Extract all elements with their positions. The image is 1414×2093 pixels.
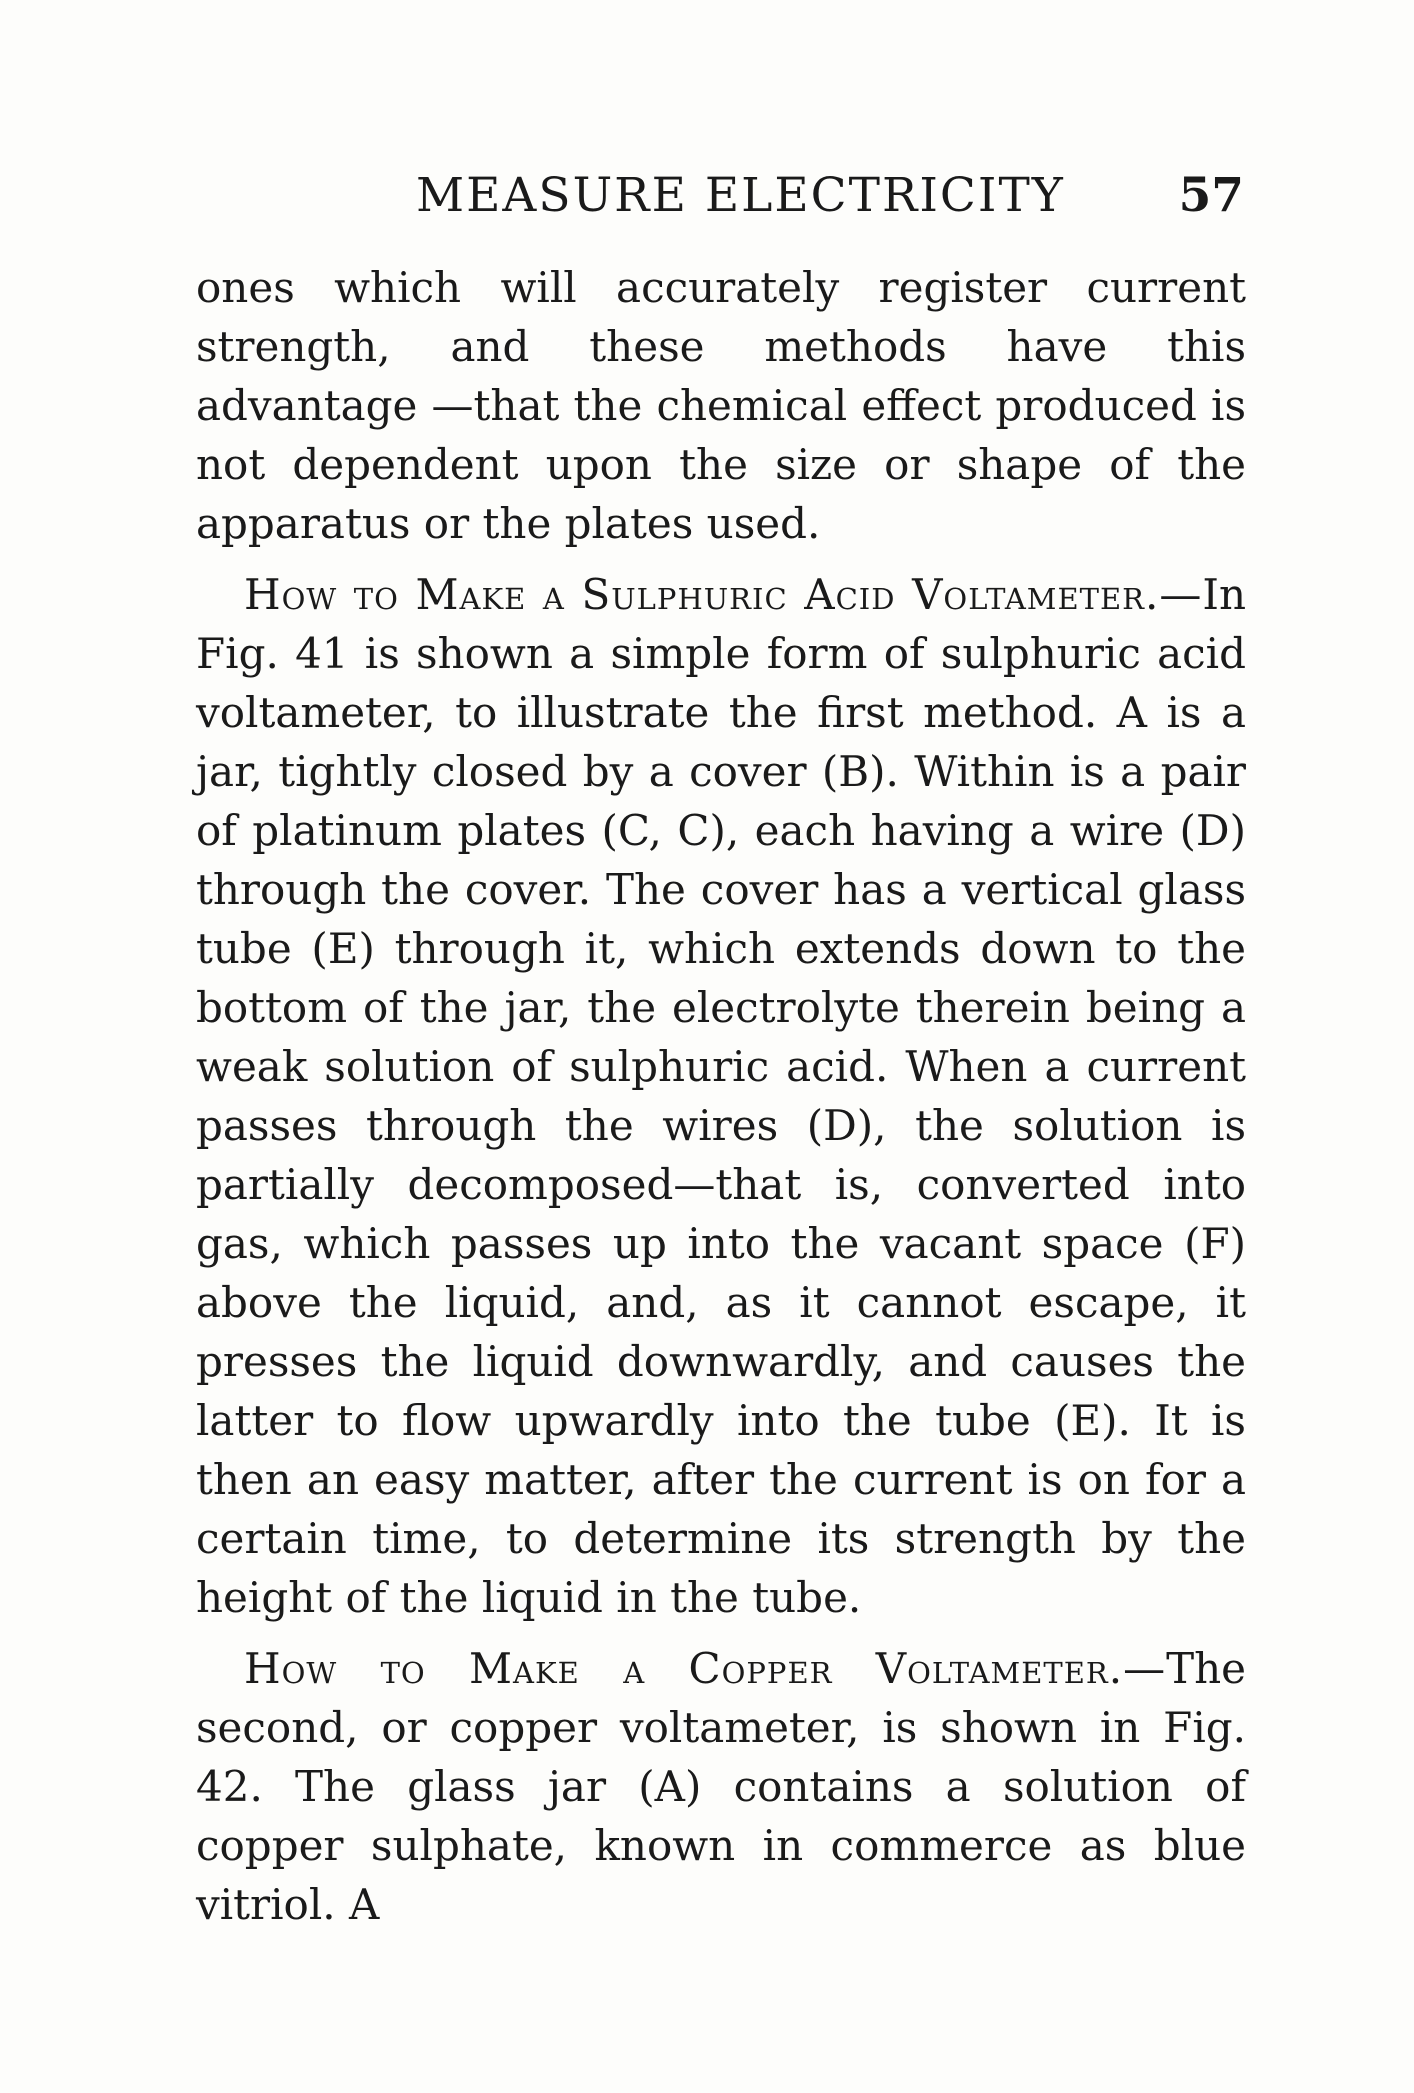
paragraph-copper-voltameter <box>196 1639 1246 1934</box>
body-text <box>196 258 1246 1934</box>
running-head <box>196 168 1250 228</box>
paragraph-sulphuric-voltameter <box>196 565 1246 1627</box>
section-heading-copper-voltameter: How to Make a Copper Voltameter.— <box>244 1644 1167 1693</box>
running-title: MEASURE ELECTRICITY <box>416 168 1065 223</box>
paragraph-text: The second, or copper voltameter, is shown in Fig. 42. The glass jar (A) contains a solution of copper sulphate, known in commerce as blue vitriol. A <box>196 1644 1246 1929</box>
paragraph-continuation <box>196 258 1246 553</box>
paragraph-text: In Fig. 41 is shown a simple form of sulphuric acid voltameter, to illustrate the first method. A is a jar, tightly closed by a cover (B). Within is a pair of platinum plates (C, C), each having a wire (D) through the cover. The cover has a vertical glass tube (E) through it, which extends down to the bottom of the jar, the electrolyte therein being a weak solution of sulphuric acid. When a current passes through the wires (D), the solution is partially decomposed—that is, converted into gas, which passes up into the vacant space (F) above the liquid, and, as it cannot escape, it presses the liquid downwardly, and causes the latter to flow upwardly into the tube (E). It is then an easy matter, after the current is on for a certain time, to determine its strength by the height of the liquid in the tube. <box>196 570 1246 1622</box>
page-number: 57 <box>1178 168 1244 223</box>
paragraph-text: ones which will accurately register current strength, and these methods have this advantage —that the chemical effect produced is not dependent upon the size or shape of the apparatus or the plates used. <box>196 263 1246 548</box>
section-heading-sulphuric-acid-voltameter: How to Make a Sulphuric Acid Voltameter.— <box>244 570 1203 619</box>
